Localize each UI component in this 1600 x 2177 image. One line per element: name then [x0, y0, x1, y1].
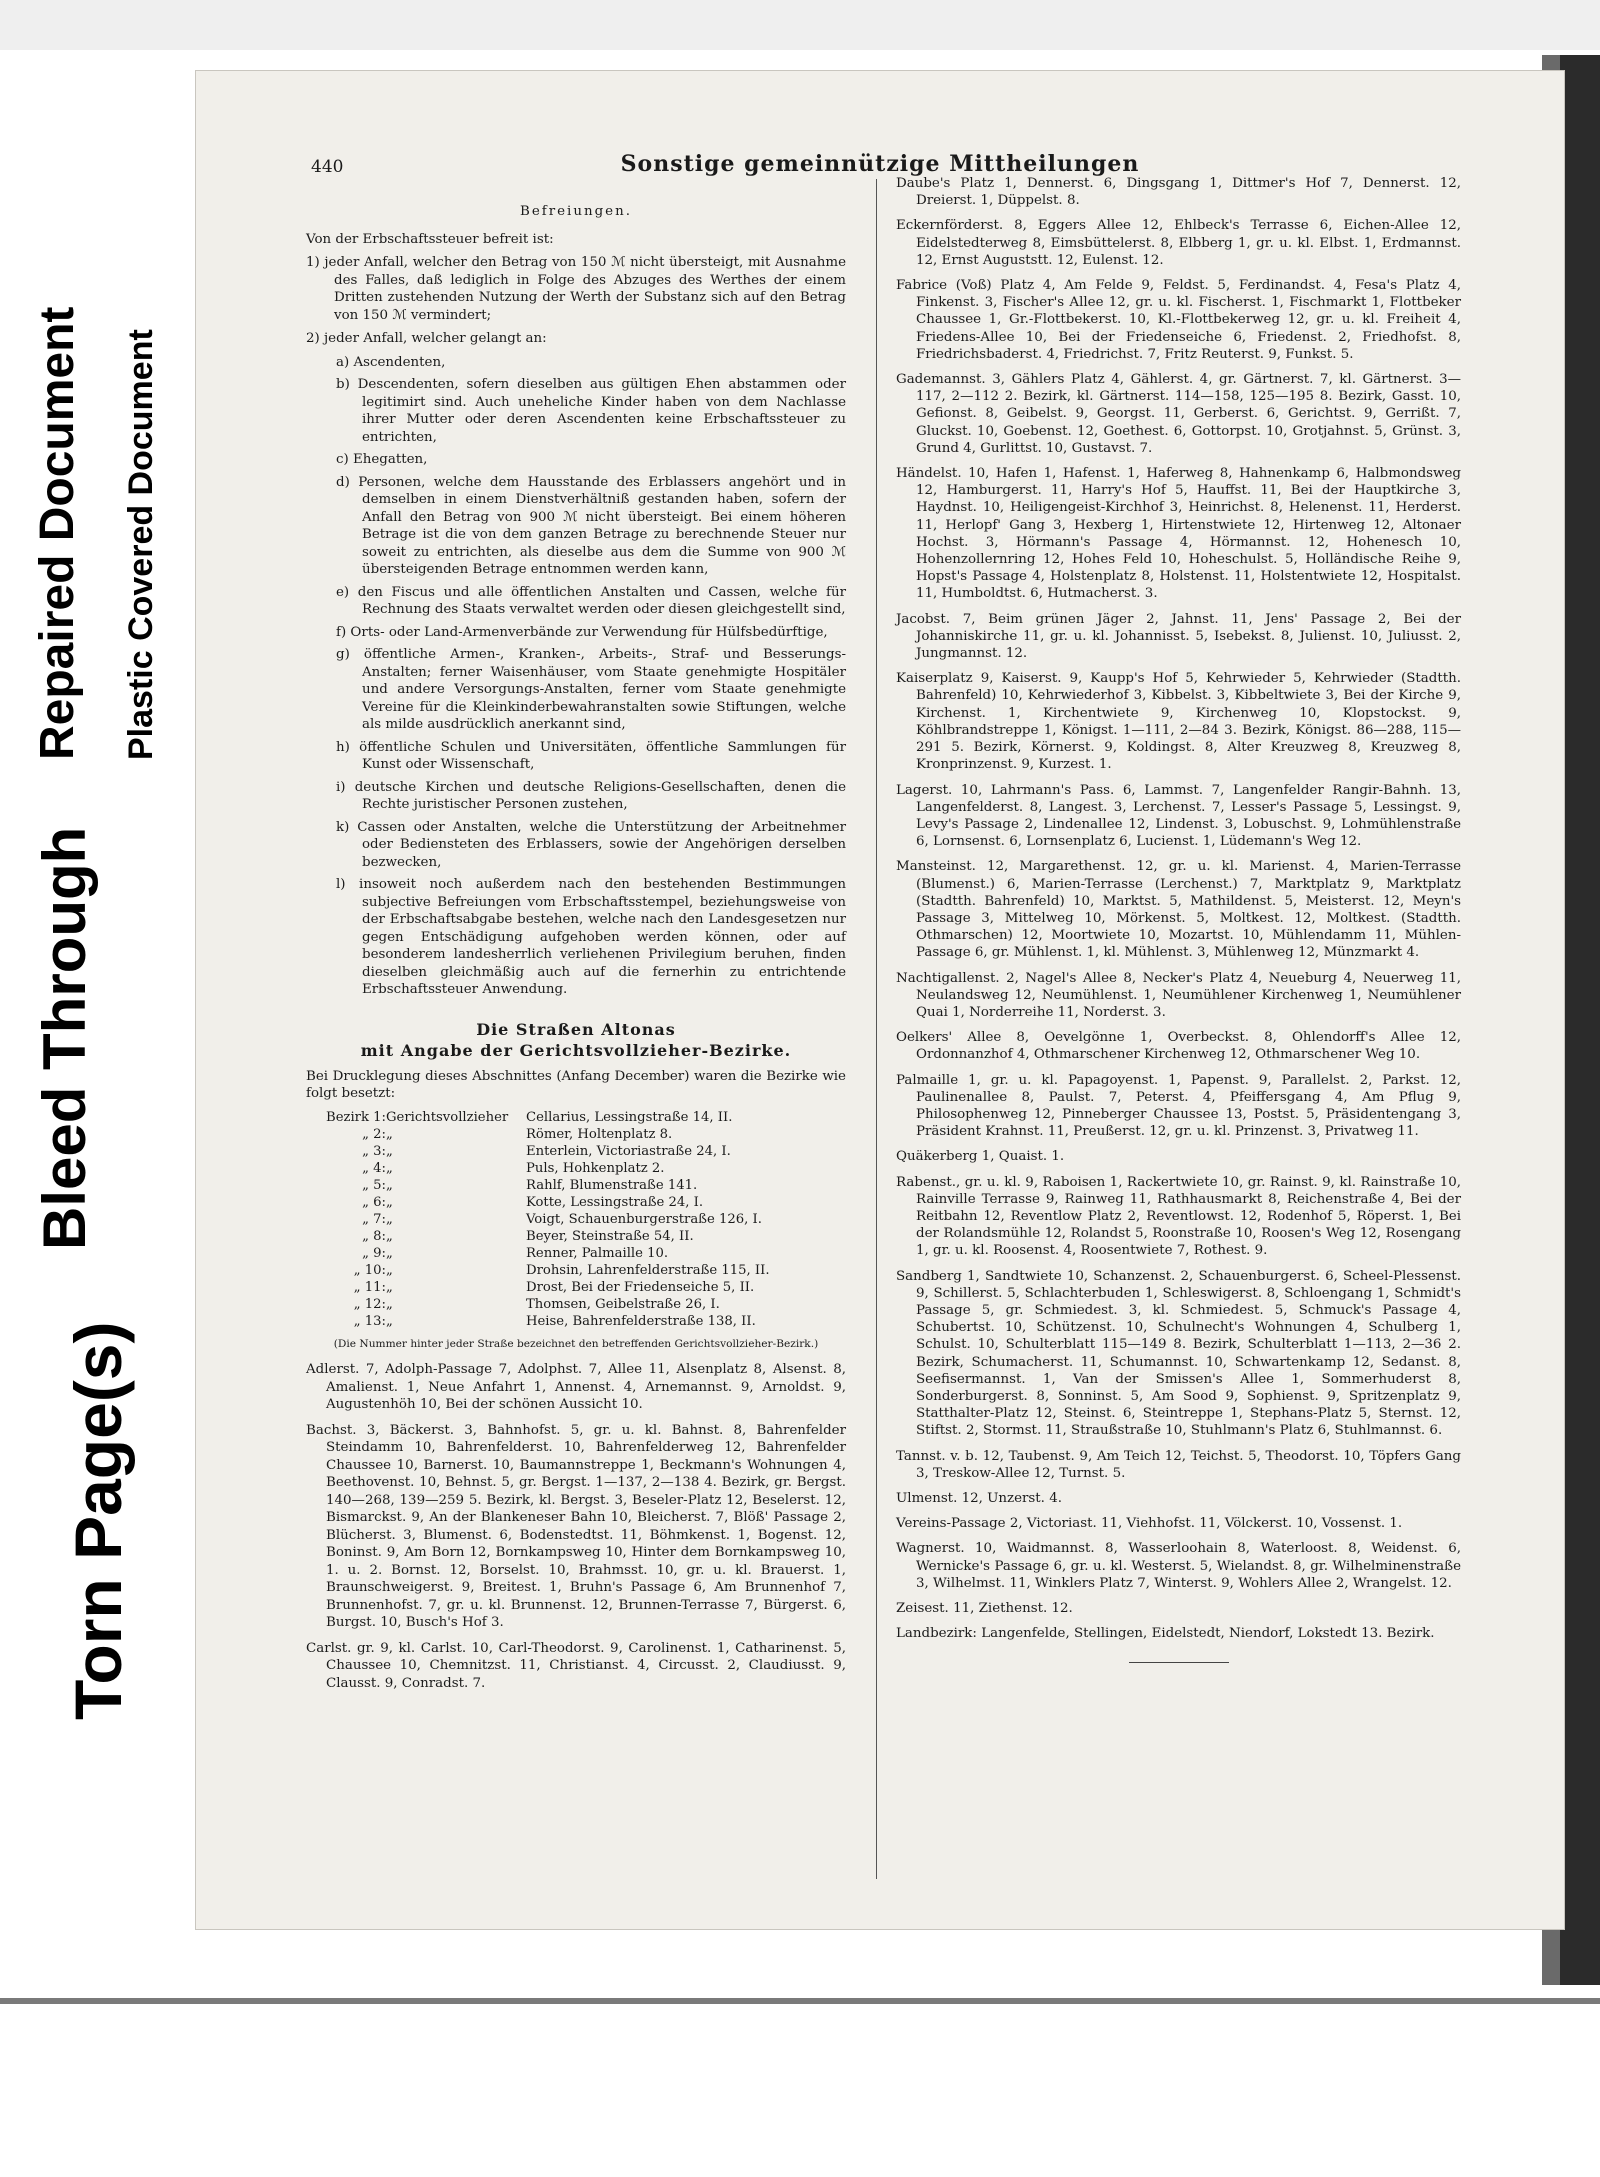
bezirk-label: „ 5: [362, 1177, 386, 1193]
subitem-f: f) Orts- oder Land-Armenverbände zur Verwendung für Hülfsbedürftige, [336, 624, 828, 640]
scan-bottom-line [0, 1998, 1600, 2004]
street-entry-v: Vereins-Passage 2, Victoriast. 11, Viehhofst. 11, Völckerst. 10, Vossenst. 1. [896, 1516, 1403, 1532]
subitem-l: l) insoweit noch außerdem nach den bestehenden Bestimmungen subjective Befreiungen vom Erbschaftsstempel, beziehungsweise von der Erbschaftsabgabe bestehen, welche nach den Landesgesetzen nur gegen Entschädigung aufgehoben werden können, oder auf besonderem landesherrlich verliehenen Privilegium beruhen, finden dieselben gleichmäßig auch auf die fernerhin zu entrichtende Erbschaftssteuer Anwendung. [336, 877, 846, 997]
street-entry-p: Palmaille 1, gr. u. kl. Papagoyenst. 1, Papenst. 9, Parallelst. 2, Parkst. 12, Paulinenallee 8, Paulst. 7, Peterst. 4, Pfeiffersgang 4, Am Pflug 9, Philosophenweg 12, Pinneberger Chaussee 13, Postst. 5, Präsidentengang 3, Präsident Krahnst. 11, Preußerst. 12, gr. u. kl. Prinzenst. 3, Privatweg 11. [896, 1072, 1461, 1140]
bezirk-label: „ 3: [362, 1143, 386, 1159]
bezirk-label: „ 11: [353, 1279, 386, 1295]
bezirk-name: Voigt, Schauenburgerstraße 126, I. [526, 1211, 762, 1227]
street-entry-c: Carlst. gr. 9, kl. Carlst. 10, Carl-Theodorst. 9, Carolinenst. 1, Catharinenst. 5, Chaussee 10, Chemnitzst. 11, Christianst. 4, Circusst. 2, Claudiusst. 9, Clausst. 9, Conradst. 7. [306, 1640, 846, 1691]
subitem-h: h) öffentliche Schulen und Universitäten, öffentliche Sammlungen für Kunst oder Wissenschaft, [336, 739, 846, 772]
befreiung-subitems [306, 354, 846, 999]
bezirk-label: „ 9: [362, 1245, 386, 1261]
bezirk-role: „ [386, 1262, 393, 1278]
bezirk-row [306, 1109, 846, 1126]
strassen-intro: Bei Drucklegung dieses Abschnittes (Anfang December) waren die Bezirke wie folgt besetzt: [306, 1068, 846, 1101]
street-entry-f: Fabrice (Voß) Platz 4, Am Felde 9, Feldst. 5, Ferdinandst. 4, Fesa's Platz 4, Finkenst. 3, Fischer's Allee 12, gr. u. kl. Fischerst. 1, Fischmarkt 1, Flottbeker Chaussee 1, Gr.-Flottbekerst. 10, Kl.-Flottbekerweg 12, gr. u. kl. Freiheit 4, Friedens-Allee 10, Bei der Friedenseiche 6, Friedenst. 2, Friedhofst. 8, Friedrichsbaderst. 4, Friedrichst. 7, Fritz Reuterst. 9, Funkst. 5. [896, 278, 1461, 362]
bezirk-name: Drohsin, Lahrenfelderstraße 115, II. [526, 1262, 770, 1278]
bezirk-role: „ [386, 1160, 393, 1176]
bezirk-name: Beyer, Steinstraße 54, II. [526, 1228, 694, 1244]
street-entry-h: Händelst. 10, Hafen 1, Hafenst. 1, Haferweg 8, Hahnenkamp 6, Halbmondsweg 12, Hamburgerst. 11, Harry's Hof 5, Hauffst. 11, Bei der Hauptkirche 3, Haydnst. 10, Heiligengeist-Kirchhof 3, Heinrichst. 8, Helenenst. 11, Herderst. 11, Herlopf' Gang 3, Hexberg 1, Hirtenstwiete 12, Hirtenweg 12, Altonaer Hochst. 3, Hörmann's Passage 4, Hörmannst. 12, Hohenesch 10, Hohenzollernring 12, Hohes Feld 10, Hoheschulst. 5, Holländische Reihe 9, Hopst's Passage 4, Holstenplatz 8, Holstenst. 11, Holstentwiete 12, Hospitalst. 11, Humboldtst. 6, Hutmacherst. 3. [896, 466, 1461, 602]
bezirk-role: „ [386, 1313, 393, 1329]
bezirk-label: „ 6: [362, 1194, 386, 1210]
befreiungen-intro: Von der Erbschaftssteuer befreit ist: [306, 231, 554, 247]
bezirke-note: (Die Nummer hinter jeder Straße bezeichnet den betreffenden Gerichtsvollzieher-Bezirk.) [333, 1337, 819, 1350]
subitem-b: b) Descendenten, sofern dieselben aus gültigen Ehen abstammen oder legitimirt sind. Auch uneheliche Kinder haben von dem Nachlasse ihrer Mutter oder deren Ascendenten keine Erbschaftssteuer zu entrichten, [336, 377, 846, 445]
plastic-covered-label: Plastic Covered Document [122, 329, 160, 760]
bezirk-name: Cellarius, Lessingstraße 14, II. [526, 1109, 733, 1125]
bezirke-table [306, 1109, 846, 1330]
torn-pages-label: Torn Page(s) [61, 1321, 135, 1720]
right-column [896, 175, 1461, 1663]
page-number: 440 [311, 157, 344, 177]
subitem-e: e) den Fiscus und alle öffentlichen Anstalten und Cassen, welche für Rechnung des Staats verwaltet werden oder diesen gleichgestellt sind, [336, 584, 846, 617]
strassen-title: Die Straßen Altonas [476, 1019, 676, 1039]
bezirk-row [306, 1143, 846, 1160]
bezirk-role: „ [386, 1245, 393, 1261]
bezirk-name: Rahlf, Blumenstraße 141. [526, 1177, 698, 1193]
bezirk-name: Renner, Palmaille 10. [526, 1245, 669, 1261]
subitem-c: c) Ehegatten, [336, 452, 428, 467]
bezirk-name: Puls, Hohkenplatz 2. [526, 1160, 665, 1176]
bezirk-row [306, 1228, 846, 1245]
street-entry-o: Oelkers' Allee 8, Oevelgönne 1, Overbeckst. 8, Ohlendorff's Allee 12, Ordonnanzhof 4, Othmarschener Kirchenweg 12, Othmarschener Weg 10. [896, 1030, 1461, 1063]
page-header: Sonstige gemeinnützige Mittheilungen [620, 151, 1140, 177]
bezirk-row [306, 1313, 846, 1330]
subitem-g: g) öffentliche Armen-, Kranken-, Arbeits-, Straf- und Besserungs-Anstalten; ferner Waisenhäuser, vom Staate genehmigte Hospitäler und andere Versorgungs-Anstalten, ferner vom Staate genehmigte Vereine für die Kleinkinderbewahranstalten sowie Stiftungen, welche als milde ausdrücklich anerkannt sind, [336, 647, 846, 732]
subitem-i: i) deutsche Kirchen und deutsche Religions-Gesellschaften, denen die Rechte juristischer Personen zustehen, [336, 779, 846, 812]
befreiungen-heading: Befreiungen. [520, 204, 632, 219]
bleed-through-label: Bleed Through [31, 826, 98, 1250]
left-column [306, 199, 846, 1700]
street-entry-k: Kaiserplatz 9, Kaiserst. 9, Kaupp's Hof 5, Kehrwieder 5, Kehrwieder (Stadtth. Bahrenfeld) 10, Kehrwiederhof 3, Kibbelst. 3, Kibbeltwiete 3, Bei der Kirche 9, Kirchenst. 1, Kirchentwiete 9, Kirchenweg 10, Klopstockst. 9, Köhlbrandstreppe 1, Königst. 1—111, 2—84 3. Bezirk, Königst. 86—288, 115—291 5. Bezirk, Körnerst. 9, Koldingst. 8, Alter Kreuzweg 8, Kreuzweg 8, Kronprinzenst. 9, Kurzest. 1. [896, 671, 1461, 773]
bezirk-role: „ [386, 1194, 393, 1210]
bezirk-row [306, 1194, 846, 1211]
bezirk-name: Enterlein, Victoriastraße 24, I. [526, 1143, 731, 1159]
bezirk-role: „ [386, 1143, 393, 1159]
street-entry-e: Eckernförderst. 8, Eggers Allee 12, Ehlbeck's Terrasse 6, Eichen-Allee 12, Eidelstedterweg 8, Eimsbüttelerst. 8, Elbberg 1, gr. u. kl. Elbst. 1, Erdmannst. 12, Ernst Auguststt. 12, Eulenst. 12. [896, 218, 1461, 268]
bezirk-row [306, 1126, 846, 1143]
street-entry-g: Gademannst. 3, Gählers Platz 4, Gählerst. 4, gr. Gärtnerst. 7, kl. Gärtnerst. 3—117, 2—112 2. Bezirk, kl. Gärtnerst. 114—158, 125—195 8. Bezirk, Gasst. 10, Gefionst. 8, Geibelst. 9, Georgst. 11, Gerberst. 6, Gerichtst. 9, Gerrißt. 7, Gluckst. 10, Goebenst. 12, Goethest. 6, Gottorpst. 10, Grotjahnst. 5, Grünst. 3, Grund 4, Gurlittst. 10, Gustavst. 7. [896, 372, 1461, 456]
bezirk-label: „ 8: [362, 1228, 386, 1244]
street-entry-b: Bachst. 3, Bäckerst. 3, Bahnhofst. 5, gr. u. kl. Bahnst. 8, Bahrenfelder Steindamm 10, Bahrenfelderst. 10, Bahrenfelderweg 12, Bahrenfelder Chaussee 10, Barnerst. 10, Baumannstreppe 1, Beckmann's Wohnungen 4, Beethovenst. 10, Behnst. 5, gr. Bergst. 1—137, 2—138 4. Bezirk, gr. Bergst. 140—268, 139—259 5. Bezirk, kl. Bergst. 3, Beseler-Platz 12, Beselerst. 12, Bismarckst. 9, An der Blankeneser Bahn 10, Bleicherst. 7, Blöß' Passage 2, Blücherst. 3, Blumenst. 6, Bodenstedtst. 11, Böhmkenst. 1, Bogenst. 12, Boninst. 9, Am Born 12, Bornkampsweg 10, Hinter dem Bornkampsweg 10, 1. u. 2. Bornst. 12, Borselst. 10, Brahmsst. 10, gr. u. kl. Brauerst. 1, Braunschweigerst. 9, Breitest. 1, Bruhn's Passage 6, Am Brunnenhof 7, Brunnenhofst. 7, gr. u. kl. Brunnenst. 12, Brunnen-Terrasse 7, Bürgerst. 6, Burgst. 10, Busch's Hof 3. [306, 1422, 846, 1630]
bezirk-label: „ 7: [362, 1211, 386, 1227]
befreiung-item-1: 1) jeder Anfall, welcher den Betrag von 150 ℳ nicht übersteigt, mit Ausnahme des Falles, daß lediglich in Folge des Abzuges des Werthes der einem Dritten zustehenden Nutzung der Werth der Substanz sich auf den Betrag von 150 ℳ vermindert; [306, 255, 846, 323]
bezirk-row [306, 1160, 846, 1177]
end-rule [1129, 1662, 1229, 1663]
bezirk-role: „ [386, 1296, 393, 1312]
bezirk-label: „ 13: [353, 1313, 386, 1329]
bezirk-name: Drost, Bei der Friedenseiche 5, II. [526, 1279, 755, 1295]
bezirk-row [306, 1262, 846, 1279]
bezirk-label: „ 4: [362, 1160, 386, 1176]
bezirk-name: Römer, Holtenplatz 8. [526, 1126, 673, 1142]
column-divider [876, 179, 877, 1879]
street-entry-n: Nachtigallenst. 2, Nagel's Allee 8, Necker's Platz 4, Neueburg 4, Neuerweg 11, Neulandsweg 12, Neumühlenst. 1, Neumühlener Kirchenweg 1, Neumühlener Quai 1, Norderreihe 11, Norderst. 3. [896, 970, 1461, 1020]
bezirk-label: „ 12: [353, 1296, 386, 1312]
scan-top-band [0, 0, 1600, 50]
bezirk-row [306, 1211, 846, 1228]
bezirk-name: Heise, Bahrenfelderstraße 138, II. [526, 1313, 756, 1329]
bezirk-label: „ 10: [353, 1262, 386, 1278]
street-entry-z: Zeisest. 11, Ziethenst. 12. [896, 1601, 1073, 1617]
subitem-k: k) Cassen oder Anstalten, welche die Unterstützung der Arbeitnehmer oder Bediensteten des Erblassers, sowie der Angehörigen derselben bezwecken, [336, 819, 846, 870]
bezirk-role: „ [386, 1211, 393, 1227]
bezirk-label: „ 2: [362, 1126, 386, 1142]
bezirk-role: „ [386, 1177, 393, 1193]
bezirk-role: „ [386, 1126, 393, 1142]
street-entry-j: Jacobst. 7, Beim grünen Jäger 2, Jahnst. 11, Jens' Passage 2, Bei der Johanniskirche 11, gr. u. kl. Johannisst. 5, Isebekst. 8, Julienst. 10, Juliusst. 2, Jungmannst. 12. [896, 611, 1461, 662]
bezirk-row [306, 1245, 846, 1262]
street-entry-l: Lagerst. 10, Lahrmann's Pass. 6, Lammst. 7, Langenfelder Rangir-Bahnh. 13, Langenfelderst. 8, Langest. 3, Lerchenst. 7, Lesser's Passage 5, Lessingst. 9, Levy's Passage 2, Lindenallee 12, Lindenst. 3, Lobuschst. 9, Lohmühlenstraße 6, Lornsenst. 6, Lornsenplatz 6, Lucienst. 1, Lüdemann's Weg 12. [896, 782, 1461, 850]
bezirk-name: Kotte, Lessingstraße 24, I. [526, 1194, 704, 1210]
street-entry-m: Mansteinst. 12, Margarethenst. 12, gr. u. kl. Marienst. 4, Marien-Terrasse (Blumenst.) 6, Marien-Terrasse (Lerchenst.) 7, Marktplatz 9, Marktplatz (Stadtth. Bahrenfeld) 10, Marktst. 5, Mathildenst. 5, Meisterst. 12, Meyn's Passage 3, Mittelweg 10, Mörkenst. 5, Moltkest. 12, Moltkest. (Stadtth. Othmarschen) 12, Moortwiete 10, Mozartst. 10, Mühlendamm 11, Mühlen-Passage 6, gr. Mühlenst. 1, kl. Mühlenst. 3, Mühlenweg 12, Münzmarkt 4. [896, 859, 1461, 961]
befreiung-item-2: 2) jeder Anfall, welcher gelangt an: [306, 331, 547, 346]
street-entry-t: Tannst. v. b. 12, Taubenst. 9, Am Teich 12, Teichst. 5, Theodorst. 10, Töpfers Gang 3, Treskow-Allee 12, Turnst. 5. [896, 1448, 1461, 1481]
street-entry-u: Ulmenst. 12, Unzerst. 4. [896, 1491, 1062, 1507]
bezirk-role: „ [386, 1279, 393, 1295]
bezirk-role: Gerichtsvollzieher [386, 1109, 509, 1125]
bezirk-row [306, 1279, 846, 1296]
bezirk-label: Bezirk 1: [326, 1109, 386, 1125]
street-entry-a: Adlerst. 7, Adolph-Passage 7, Adolphst. 7, Allee 11, Alsenplatz 8, Alsenst. 8, Amalienst. 1, Neue Anfahrt 1, Annenst. 4, Arnemannst. 9, Arnoldst. 9, Augustenhöh 10, Bei der schönen Aussicht 10. [306, 1362, 846, 1412]
bezirk-row [306, 1177, 846, 1194]
street-entry-landbezirk: Landbezirk: Langenfelde, Stellingen, Eidelstedt, Niendorf, Lokstedt 13. Bezirk. [896, 1626, 1435, 1642]
street-entry-d: Daube's Platz 1, Dennerst. 6, Dingsgang 1, Dittmer's Hof 7, Dennerst. 12, Dreierst. 1, Düppelst. 8. [896, 176, 1461, 209]
scan-right-edge [1560, 55, 1600, 1985]
repaired-document-label: Repaired Document [31, 306, 84, 760]
strassen-subtitle: mit Angabe der Gerichtsvollzieher-Bezirke. [360, 1041, 792, 1060]
street-entry-w: Wagnerst. 10, Waidmannst. 8, Wasserloohain 8, Waterloost. 8, Weidenst. 6, Wernicke's Passage 6, gr. u. kl. Westerst. 5, Wielandst. 8, gr. Wilhelminenstraße 3, Wilhelmst. 11, Winklers Platz 7, Winterst. 9, Wohlers Allee 2, Wrangelst. 12. [896, 1541, 1461, 1591]
subitem-d: d) Personen, welche dem Hausstande des Erblassers angehört und in demselben in einem Dienstverhältniß gestanden haben, sofern der Anfall den Betrag von 900 ℳ nicht übersteigt. Bei einem höheren Betrage ist die von dem ganzen Betrage zu berechnende Steuer nur soweit zu entrichten, als dieselbe aus dem die Summe von 900 ℳ übersteigenden Betrage entnommen werden kann, [336, 474, 846, 577]
bezirk-row [306, 1296, 846, 1313]
street-entry-q: Quäkerberg 1, Quaist. 1. [896, 1149, 1065, 1165]
befreiungen-list [306, 254, 846, 348]
subitem-a: a) Ascendenten, [336, 354, 446, 370]
document-page [195, 70, 1565, 1930]
bezirk-role: „ [386, 1228, 393, 1244]
street-entry-s: Sandberg 1, Sandtwiete 10, Schanzenst. 2, Schauenburgerst. 6, Scheel-Plessenst. 9, Schillerst. 5, Schlachterbuden 1, Schleswigerst. 8, Schloengang 1, Schmidt's Passage 5, gr. Schmiedest. 3, kl. Schmiedest. 5, Schmuck's Passage 4, Schubertst. 10, Schützenst. 10, Schulnecht's Wohnungen 4, Schulberg 1, Schulst. 10, Schulterblatt 115—149 8. Bezirk, Schulterblatt 1—113, 2—36 2. Bezirk, Schumacherst. 11, Schumannst. 10, Schwartenkamp 12, Sedanst. 8, Seefisermannst. 1, Van der Smissen's Allee 1, Sommerhuderst 8, Sonderburgerst. 8, Sonninst. 5, Am Sood 9, Sophienst. 9, Spritzenplatz 9, Statthalter-Platz 12, Steinst. 6, Steintreppe 1, Stephans-Platz 5, Sternst. 12, Stiftst. 2, Stormst. 11, Straußstraße 10, Stuhlmann's Platz 6, Stuhlmannst. 6. [896, 1268, 1461, 1439]
street-entry-r: Rabenst., gr. u. kl. 9, Raboisen 1, Rackertwiete 10, gr. Rainst. 9, kl. Rainstraße 10, Rainville Terrasse 9, Rainweg 11, Rathhausmarkt 8, Reichenstraße 4, Bei der Reitbahn 12, Reventlow Platz 2, Reventlowst. 12, Rodenhof 5, Röperst. 1, Bei der Rolandsmühle 12, Rolandst 5, Roonstraße 10, Roosen's Weg 12, Rosengang 1, gr. u. kl. Roosenst. 4, Roosentwiete 7, Rothest. 9. [896, 1174, 1461, 1259]
bezirk-name: Thomsen, Geibelstraße 26, I. [526, 1296, 720, 1312]
